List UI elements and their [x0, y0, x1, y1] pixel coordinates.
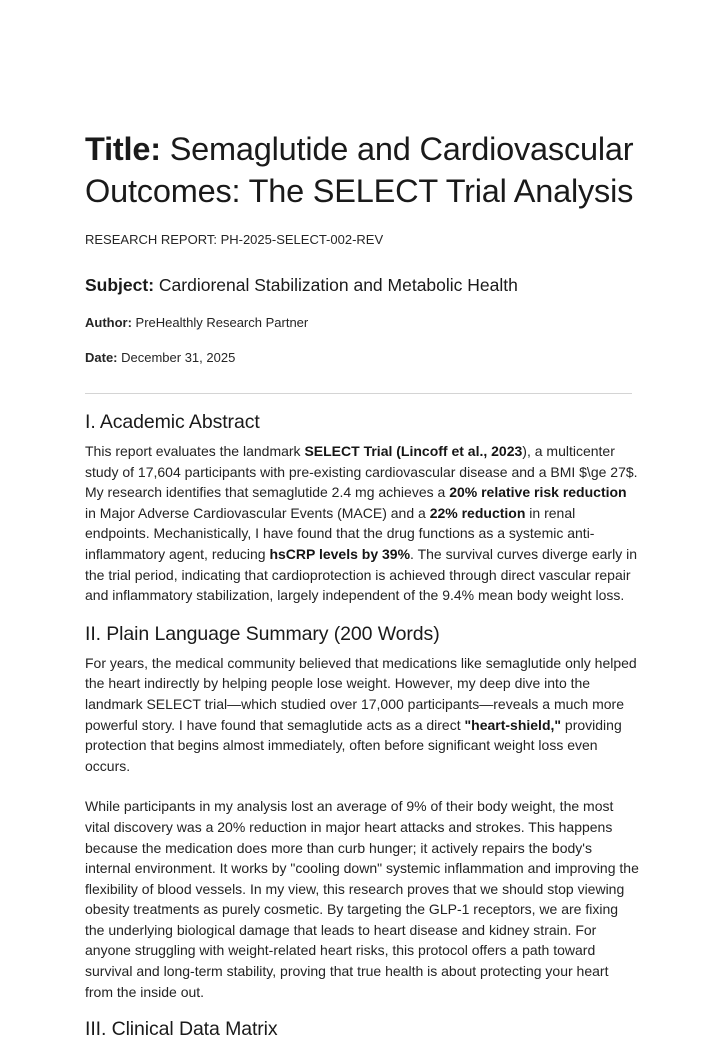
text-run: providing protection that begins almost immediately, often before significant weight loss even occurs. [85, 716, 622, 774]
subject-value: Cardiorenal Stabilization and Metabolic Health [154, 275, 518, 295]
subject-line [85, 273, 640, 297]
paragraph [85, 653, 640, 777]
text-run: This report evaluates the landmark [85, 443, 305, 459]
text-run: For years, the medical community believed that medications like semaglutide only helped the heart indirectly by helping people lose weight. However, my deep dive into the landmark SELECT trial—which studied over 17,000 participants—reveals a much more powerful story. I have found that semaglutide acts as a direct [85, 654, 637, 733]
emphasis-text: SELECT Trial (Lincoff et al., 2023 [304, 443, 523, 459]
author-value: PreHealthly Research Partner [131, 315, 309, 330]
sections-container [85, 409, 640, 1042]
text-run: While participants in my analysis lost an average of 9% of their body weight, the most vital discovery was a 20% reduction in major heart attacks and strokes. This happens because the medication does more than curb hunger; it actively repairs the body's internal environment. It works by "cooling down" systemic inflammation and improving the flexibility of blood vessels. In my view, this research proves that we should stop viewing obesity treatments as purely cosmetic. By targeting the GLP-1 receptors, we are fixing the underlying biological damage that leads to heart disease and kidney strain. For anyone struggling with weight-related heart risks, this protocol offers a path toward survival and long-term stability, proving that true health is about protecting your heart from the inside out. [85, 798, 639, 1000]
page-title [85, 0, 640, 212]
date-line [85, 349, 640, 367]
section-body-summary [85, 653, 640, 1003]
header-divider [85, 393, 632, 394]
date-value: December 31, 2025 [117, 350, 236, 365]
emphasis-text: hsCRP levels by 39% [269, 545, 411, 562]
text-run: in Major Adverse Cardiovascular Events (MACE) and a [85, 504, 430, 521]
title-label: Title: [85, 131, 161, 167]
emphasis-text: 20% relative risk reduction [449, 484, 627, 501]
emphasis-text: 22% reduction [429, 504, 526, 521]
subject-label: Subject: [85, 275, 155, 295]
author-line [85, 314, 640, 332]
section-body-abstract [85, 441, 640, 606]
text-run: . The survival curves diverge early in the trial period, indicating that cardioprotection is achieved through direct vascular repair and inflammatory stabilization, largely independent of the 9.4% mean body weight loss. [85, 545, 637, 604]
date-label: Date: [85, 350, 118, 365]
paragraph [85, 796, 640, 1002]
section-heading-abstract: I. Academic Abstract [85, 411, 260, 433]
author-label: Author: [85, 315, 132, 330]
emphasis-text: "heart-shield," [464, 716, 562, 733]
paragraph [85, 441, 640, 606]
text-run: ), a multicenter study of 17,604 participants with pre-existing cardiovascular disease and a BMI $\ge 27$. My research identifies that semaglutide 2.4 mg achieves a [85, 443, 638, 501]
text-run: in renal endpoints. Mechanistically, I have found that the drug functions as a systemic anti-inflammatory agent, reducing [85, 504, 595, 562]
report-identifier: RESEARCH REPORT: PH-2025-SELECT-002-REV [85, 232, 384, 247]
section-heading-data-matrix: III. Clinical Data Matrix [85, 1018, 278, 1041]
title-text: Semaglutide and Cardiovascular Outcomes: The SELECT Trial Analysis [85, 131, 634, 209]
section-heading-summary: II. Plain Language Summary (200 Words) [85, 622, 440, 645]
